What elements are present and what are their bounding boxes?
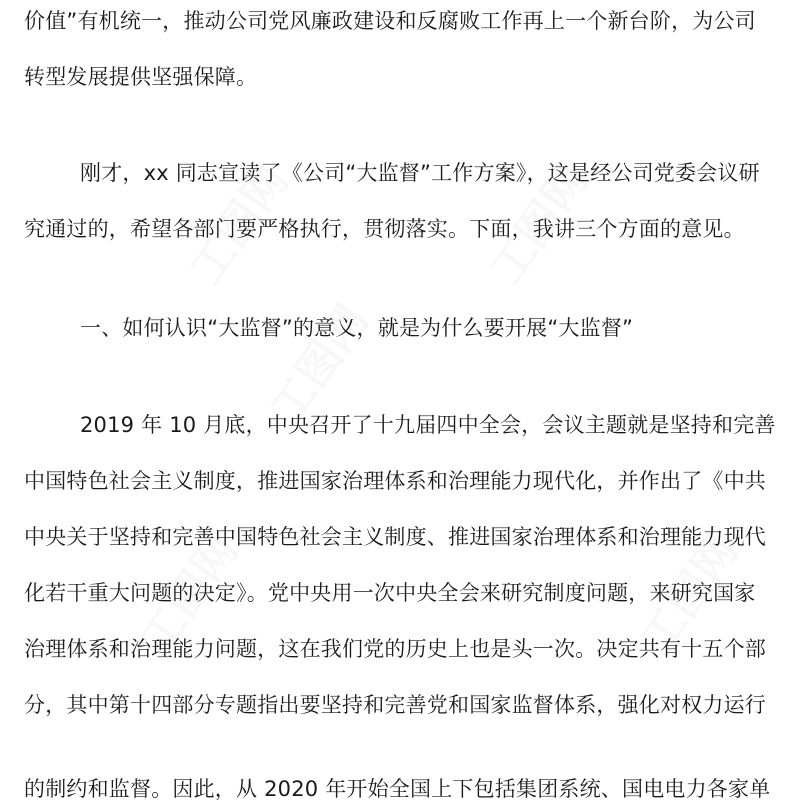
- watermark: 工图网: [180, 155, 299, 294]
- text-line: 治理体系和治理能力问题，这在我们党的历史上也是头一次。决定共有十五个部: [24, 637, 766, 661]
- text-line: 转型发展提供坚强保障。: [24, 65, 258, 89]
- text-line: 究通过的，希望各部门要严格执行，贯彻落实。下面，我讲三个方面的意见。: [24, 217, 745, 241]
- watermark: 工图网: [480, 155, 599, 294]
- text-line: 刚才，xx 同志宣读了《公司“大监督”工作方案》，这是经公司党委会议研: [80, 161, 760, 185]
- text-line: 的制约和监督。因此，从 2020 年开始全国上下包括集团系统、国电电力各家单: [24, 777, 771, 800]
- text-line: 化若干重大问题的决定》。党中央用一次中央全会来研究制度问题，来研究国家: [24, 581, 756, 605]
- watermark: 工图网: [630, 525, 749, 664]
- watermark: 工图网: [260, 295, 379, 434]
- text-line: 中央关于坚持和完善中国特色社会主义制度、推进国家治理体系和治理能力现代: [24, 525, 766, 549]
- text-line: 2019 年 10 月底，中央召开了十九届四中全会，会议主题就是坚持和完善: [80, 413, 776, 437]
- text-line: 中国特色社会主义制度，推进国家治理体系和治理能力现代化，并作出了《中共: [24, 469, 766, 493]
- watermark: 工图网: [130, 525, 249, 664]
- text-line: 分，其中第十四部分专题指出要坚持和完善党和国家监督体系，强化对权力运行: [24, 693, 766, 717]
- text-line: 价值”有机统一，推动公司党风廉政建设和反腐败工作再上一个新台阶，为公司: [24, 9, 756, 33]
- section-heading: 一、如何认识“大监督”的意义，就是为什么要开展“大监督”: [80, 316, 634, 340]
